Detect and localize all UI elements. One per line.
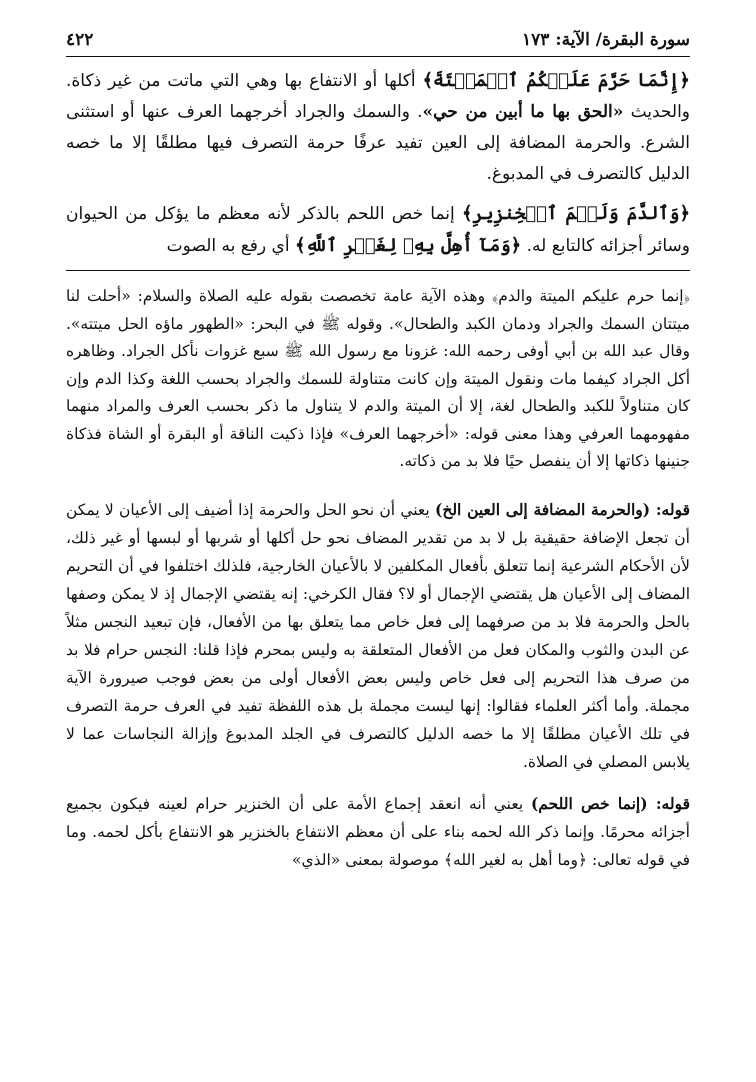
main-paragraph-2: [66, 198, 690, 262]
commentary-body: يعني أنه انعقد إجماع الأمة على أن الخنزير حرام لعينه فيكون بجميع أجزائه محرمًا. وإنما ذكر الله لحمه بناء على أن معظم الانتفاع بالخنزير هو الانتفاع بأكل لحمه. وما في قوله تعالى: ﴿وما أهل به لغير الله﴾ موصولة بمعنى «الذي»: [66, 794, 690, 869]
main-text-run: أكلها أو الانتفاع بها وهي التي ماتت من غير ذكاة. والحديث: [66, 71, 690, 122]
commentary-label: قوله:: [655, 499, 690, 519]
main-text-run: إنما خص اللحم بالذكر لأنه معظم ما يؤكل من الحيوان وسائر أجزائه كالتابع له.: [66, 204, 690, 256]
commentary-paragraph-2: [66, 790, 690, 874]
commentary-lemma: (إنما خص اللحم): [530, 793, 656, 813]
hadith-quote: «الحق بها ما أبين من حي»: [422, 102, 624, 122]
main-text-run: . والسمك والجراد أخرجهما العرف عنها أو استثنى الشرع. والحرمة المضافة إلى العين تفيد عرفًا حرمة التصرف فيها مطلقًا إلا ما خصه الدليل كالتصرف في المدبوغ.: [66, 102, 690, 184]
main-paragraph-1: [66, 65, 690, 190]
running-title: سورة البقرة/ الآية: ١٧٣: [522, 30, 690, 50]
commentary-label: قوله:: [655, 793, 690, 813]
quran-verse: ﴿إِنَّمَا حَرَّمَ عَلَيۡكُمُ ٱلۡمَيۡتَةَ﴾: [422, 70, 690, 91]
commentary-body: يعني أن نحو الحل والحرمة إذا أضيف إلى الأعيان لا يمكن أن تجعل الإضافة حقيقية بل لا بد من تقدير المضاف نحو حل أكلها أو شربها أو لبسها أو غير ذلك، لأن الأحكام الشرعية إنما تتعلق بأفعال المكلفين لا بالأعيان الخارجية، فلذلك اختلفوا في أن التحريم المضاف إلى الأعيان هل يقتضي الإجمال أو لا؟ فقال الكرخي: إنه يقتضي الإجمال إذ لا يمكن وصفها بالحل والحرمة فلا بد من صرفهما إلى فعل خاص مما يتعلق بها من الأفعال، فإن تبعيد النجس مثلاً عن البدن والثوب والمكان فعل من الأفعال المتعلقة به وليس بمحرم فإذا قلنا: النجس حرام فلا بد من صرف هذا التحريم إلى فعل خاص وليس بعض الأفعال أولى من بعض فوجب صيرورة الآية مجملة. وأما أكثر العلماء فقالوا: إنها ليست مجملة بل هذه اللفظة تفيد في العرف حرمة التصرف في تلك الأعيان مطلقًا إلا ما خصه الدليل كالتصرف في الجلد المدبوغ وإزالة النجاسات عما لا يلابس المصلي في الصلاة.: [66, 500, 690, 771]
commentary-lemma: (والحرمة المضافة إلى العين الخ): [434, 499, 656, 519]
quran-verse: ﴿وَٱلدَّمَ وَلَحۡمَ ٱلۡخِنزِيرِ﴾: [461, 203, 691, 224]
main-text-run: أي رفع به الصوت: [166, 236, 295, 256]
footnote-divider: [66, 270, 690, 271]
footnote-text: ﴿إنما حرم عليكم الميتة والدم﴾ وهذه الآية عامة تخصصت بقوله عليه الصلاة والسلام: «أحلت لنا ميتتان السمك والجراد ودمان الكبد والطحال». وقوله ﷺ في البحر: «الطهور ماؤه الحل ميتته». وقال عبد الله بن أبي أوفى رحمه الله: غزونا مع رسول الله ﷺ سبع غزوات نأكل الجراد. وظاهره أكل الجراد كيفما مات ونقول الميتة وإن كانت متناولة للسمك والجراد بحسب اللغة وكذا الدم وإن كان متناولاً للكبد والطحال لغة، إلا أن الميتة والدم لا يتناول ما ذكر بحسب العرف والمراد منهما مفهومهما العرفي وهذا معنى قوله: «أخرجهما العرف» فإذا ذكيت الناقة أو البقرة أو الشاة فذكاة جنينها ذكاتها إلا أن ينفصل حيًا فلا بد من ذكاته.: [66, 287, 690, 470]
commentary-paragraph-1: [66, 496, 690, 776]
main-text: [66, 65, 690, 262]
page-header: [66, 28, 690, 57]
page-number: ٤٢٢: [66, 30, 94, 50]
quran-verse: ﴿وَمَآ أُهِلَّ بِهِۦ لِغَيۡرِ ٱللَّهِ﴾: [294, 235, 522, 256]
